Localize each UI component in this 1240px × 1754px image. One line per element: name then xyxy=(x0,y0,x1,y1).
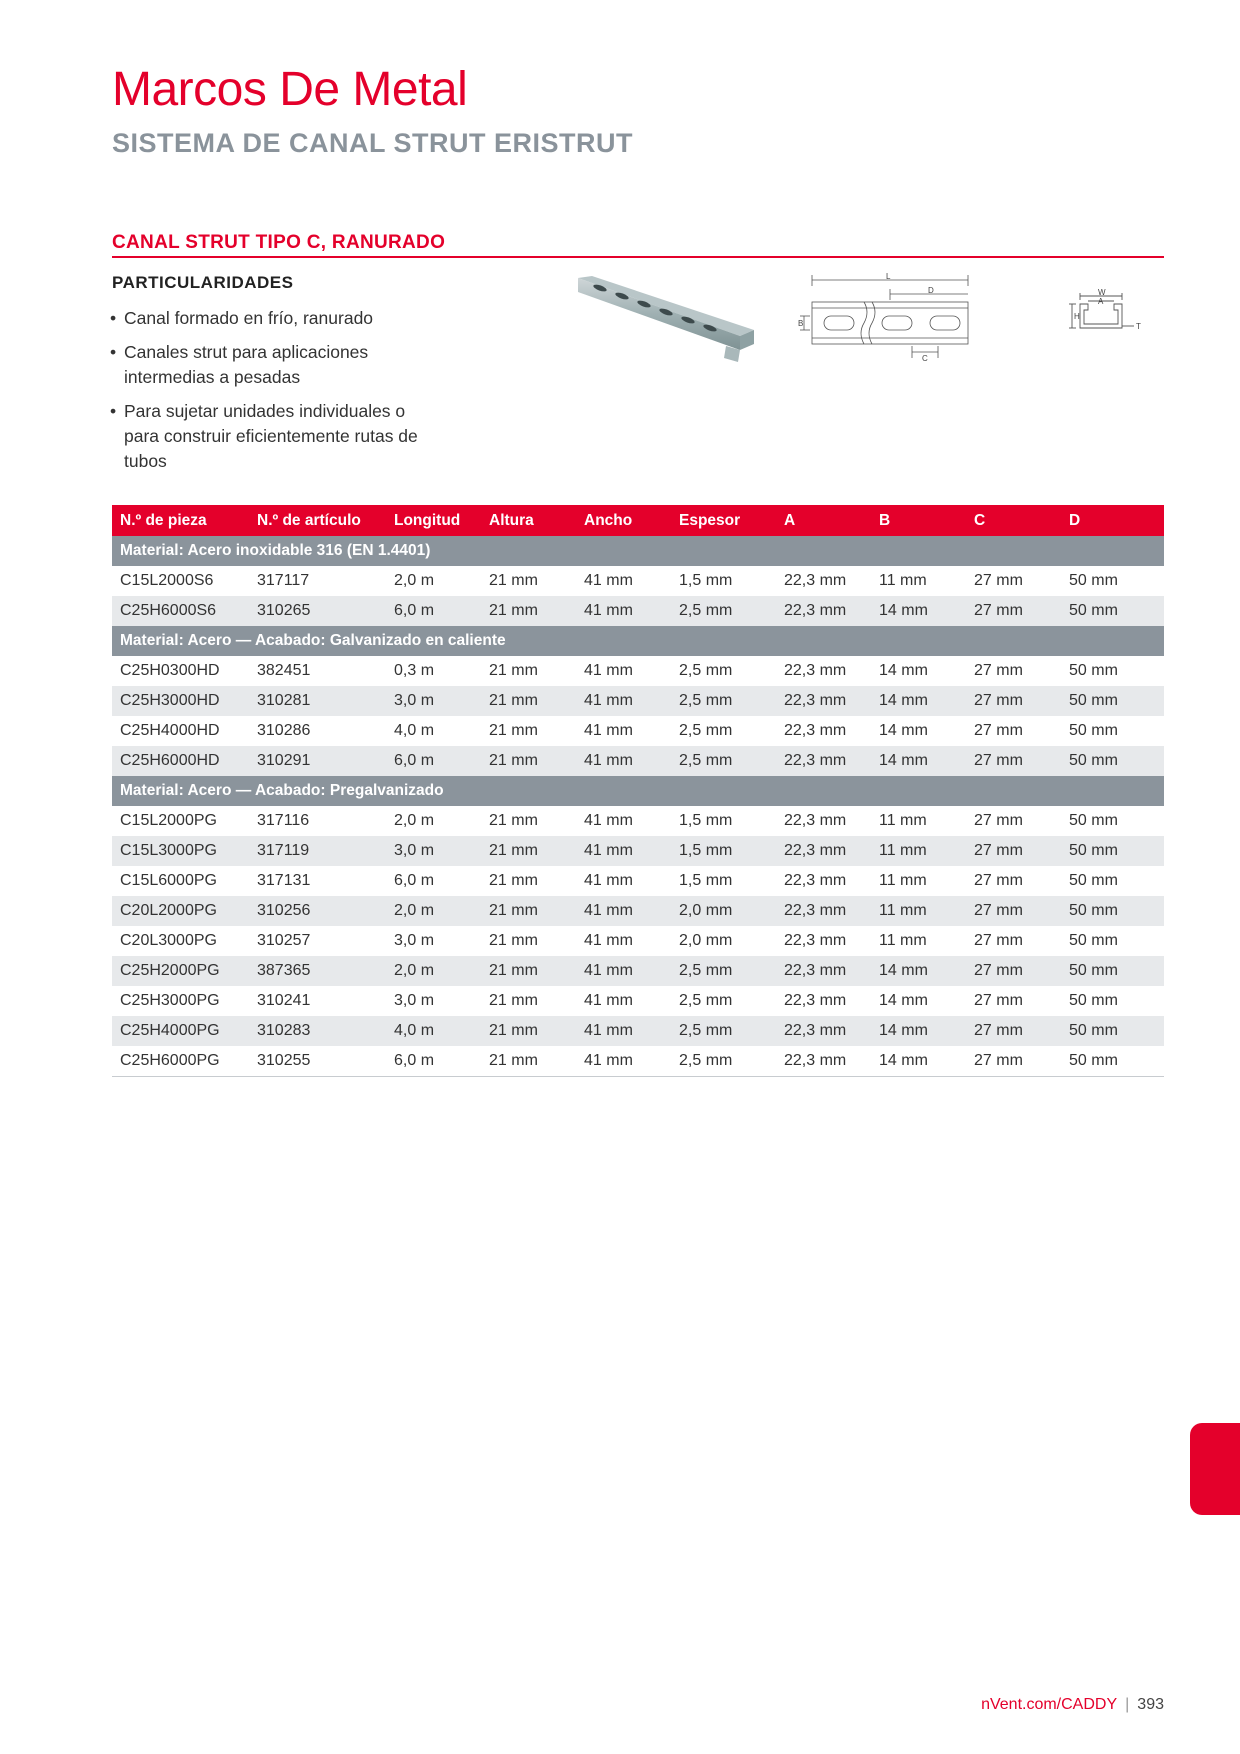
table-cell: 27 mm xyxy=(966,1046,1061,1077)
table-cell: 11 mm xyxy=(879,872,927,889)
column-header: D xyxy=(1061,505,1164,536)
table-cell: 317119 xyxy=(249,836,386,866)
table-cell: 2,5 mm xyxy=(671,1016,776,1046)
table-cell: 41 mm xyxy=(576,1046,671,1077)
table-cell: 50 mm xyxy=(1061,596,1164,626)
table-cell: 3,0 m xyxy=(394,992,435,1009)
table-cell: 14 mm xyxy=(871,1046,966,1077)
table-cell: C20L3000PG xyxy=(120,932,217,949)
table-cell: 2,5 mm xyxy=(679,662,733,679)
table-cell: 21 mm xyxy=(481,1016,576,1046)
table-cell: C25H6000HD xyxy=(112,746,249,776)
features-title: PARTICULARIDADES xyxy=(112,273,294,292)
table-cell: 6,0 m xyxy=(386,596,481,626)
table-cell: 317117 xyxy=(257,572,310,589)
material-group-row xyxy=(112,536,1164,566)
table-cell: 1,5 mm xyxy=(679,872,733,889)
table-cell: 21 mm xyxy=(489,872,538,889)
table-cell: C20L2000PG xyxy=(112,896,249,926)
table-row xyxy=(112,866,1164,896)
table-cell: C25H6000PG xyxy=(112,1046,249,1077)
table-cell: 41 mm xyxy=(576,836,671,866)
table-row xyxy=(112,686,1164,716)
section-divider xyxy=(112,256,1164,258)
table-cell: 27 mm xyxy=(966,596,1061,626)
table-cell: 14 mm xyxy=(879,992,928,1009)
table-cell: 21 mm xyxy=(489,722,538,739)
table-cell: 22,3 mm xyxy=(784,872,847,889)
table-cell: C15L2000PG xyxy=(120,812,217,829)
table-cell: 50 mm xyxy=(1061,686,1164,716)
table-cell: 310265 xyxy=(249,596,386,626)
table-cell: 2,5 mm xyxy=(671,956,776,986)
table-cell: 50 mm xyxy=(1061,1016,1164,1046)
table-cell: C25H4000PG xyxy=(112,1016,249,1046)
table-cell: 27 mm xyxy=(974,992,1023,1009)
table-row xyxy=(112,746,1164,776)
table-cell: C25H3000PG xyxy=(120,992,220,1009)
table-cell: 22,3 mm xyxy=(776,686,871,716)
table-cell: 310281 xyxy=(249,686,386,716)
table-cell: 14 mm xyxy=(879,722,928,739)
table-cell: 22,3 mm xyxy=(776,956,871,986)
table-cell: 2,5 mm xyxy=(671,1046,776,1077)
column-header: N.º de artículo xyxy=(249,505,386,536)
dimension-label-c: C xyxy=(922,354,928,363)
table-cell: 50 mm xyxy=(1061,746,1164,776)
table-cell: 14 mm xyxy=(871,686,966,716)
table-cell: 2,0 m xyxy=(394,572,435,589)
table-cell: C15L2000S6 xyxy=(120,572,214,589)
table-cell: 2,0 m xyxy=(386,956,481,986)
dimension-label-a: A xyxy=(1098,297,1104,306)
section-tab xyxy=(1190,1423,1240,1515)
table-cell: 2,0 mm xyxy=(679,932,733,949)
table-cell: 310255 xyxy=(249,1046,386,1077)
table-cell: C15L3000PG xyxy=(112,836,249,866)
table-cell: 317116 xyxy=(257,812,310,829)
table-cell: 11 mm xyxy=(879,932,927,949)
table-cell: 21 mm xyxy=(489,662,538,679)
table-cell: 21 mm xyxy=(489,812,538,829)
table-cell: 27 mm xyxy=(974,722,1023,739)
table-row xyxy=(112,596,1164,626)
table-cell: 27 mm xyxy=(966,836,1061,866)
material-group-row xyxy=(112,776,1164,806)
table-cell: C25H3000HD xyxy=(112,686,249,716)
table-cell: 41 mm xyxy=(576,596,671,626)
table-cell: C25H2000PG xyxy=(112,956,249,986)
table-cell: 50 mm xyxy=(1069,992,1118,1009)
table-cell: 27 mm xyxy=(974,812,1023,829)
table-cell: 22,3 mm xyxy=(776,836,871,866)
table-cell: 50 mm xyxy=(1069,932,1118,949)
column-header: C xyxy=(966,505,1061,536)
dimension-label-b: B xyxy=(798,319,804,328)
table-cell: 6,0 m xyxy=(394,872,435,889)
table-cell: 317131 xyxy=(257,872,311,889)
table-cell: 41 mm xyxy=(576,746,671,776)
page-title: Marcos De Metal xyxy=(112,63,468,116)
table-header-row xyxy=(112,505,1164,536)
table-cell: 310286 xyxy=(257,722,311,739)
strut-channel-photo xyxy=(578,276,754,362)
table-cell: 6,0 m xyxy=(386,746,481,776)
table-cell: 22,3 mm xyxy=(784,662,847,679)
dimension-label-t: T xyxy=(1136,322,1141,331)
table-cell: 3,0 m xyxy=(386,836,481,866)
table-row xyxy=(112,986,1164,1016)
table-cell: 22,3 mm xyxy=(776,1046,871,1077)
table-cell: 41 mm xyxy=(584,932,633,949)
table-row xyxy=(112,566,1164,596)
table-body xyxy=(112,536,1164,1077)
table-cell: 1,5 mm xyxy=(679,572,733,589)
table-cell: 50 mm xyxy=(1069,872,1118,889)
table-row xyxy=(112,956,1164,986)
table-cell: 11 mm xyxy=(879,812,927,829)
table-row xyxy=(112,896,1164,926)
features-list xyxy=(110,306,440,483)
table-cell: 22,3 mm xyxy=(784,992,847,1009)
table-cell: 50 mm xyxy=(1069,662,1118,679)
dimension-label-h: H xyxy=(1074,312,1080,321)
table-cell: 1,5 mm xyxy=(679,812,733,829)
table-cell: 14 mm xyxy=(871,746,966,776)
table-cell: 27 mm xyxy=(966,896,1061,926)
table-cell: 41 mm xyxy=(584,872,633,889)
dimension-label-d: D xyxy=(928,286,934,295)
table-cell: 382451 xyxy=(257,662,311,679)
footer-separator: | xyxy=(1125,1696,1130,1713)
table-cell: 11 mm xyxy=(871,836,966,866)
table-row xyxy=(112,1046,1164,1077)
table-cell: 27 mm xyxy=(966,686,1061,716)
table-cell: C25H0300HD xyxy=(120,662,220,679)
table-cell: 41 mm xyxy=(584,722,633,739)
dimension-drawing xyxy=(800,272,980,364)
table-cell: 21 mm xyxy=(481,896,576,926)
page-subtitle: SISTEMA DE CANAL STRUT ERISTRUT xyxy=(112,128,634,158)
table-cell: 3,0 m xyxy=(386,686,481,716)
column-header: A xyxy=(776,505,871,536)
table-cell: 27 mm xyxy=(974,932,1023,949)
table-row xyxy=(112,806,1164,836)
table-cell: 22,3 mm xyxy=(784,572,847,589)
table-cell: 14 mm xyxy=(871,596,966,626)
table-cell: 21 mm xyxy=(489,992,538,1009)
material-group-row xyxy=(112,626,1164,656)
table-cell: C25H4000HD xyxy=(120,722,220,739)
table-cell: 2,5 mm xyxy=(679,722,733,739)
table-cell: 14 mm xyxy=(879,662,928,679)
table-row xyxy=(112,836,1164,866)
table-cell: 21 mm xyxy=(481,746,576,776)
column-header: Ancho xyxy=(576,505,671,536)
table-cell: 27 mm xyxy=(974,572,1023,589)
table-cell: 22,3 mm xyxy=(776,746,871,776)
table-cell: 21 mm xyxy=(489,932,538,949)
material-group-label: Material: Acero — Acabado: Galvanizado en caliente xyxy=(112,626,1164,656)
table-cell: 50 mm xyxy=(1069,722,1118,739)
material-group-label: Material: Acero — Acabado: Pregalvanizado xyxy=(112,776,1164,806)
table-cell: 41 mm xyxy=(576,956,671,986)
column-header: Espesor xyxy=(671,505,776,536)
table-cell: 41 mm xyxy=(576,1016,671,1046)
table-cell: 4,0 m xyxy=(386,1016,481,1046)
column-header: B xyxy=(871,505,966,536)
table-cell: 50 mm xyxy=(1061,1046,1164,1077)
table-cell: 27 mm xyxy=(966,956,1061,986)
feature-item: • Canales strut para aplicaciones intermedias a pesadas xyxy=(110,340,440,390)
table-cell: 41 mm xyxy=(576,686,671,716)
dimension-label-w: W xyxy=(1098,288,1106,297)
table-cell: 50 mm xyxy=(1061,956,1164,986)
table-cell: 41 mm xyxy=(584,662,633,679)
table-cell: 50 mm xyxy=(1061,896,1164,926)
table-row xyxy=(112,926,1164,956)
table-cell: 27 mm xyxy=(974,662,1023,679)
table-cell: 50 mm xyxy=(1061,836,1164,866)
table-cell: 27 mm xyxy=(974,872,1023,889)
feature-item: • Para sujetar unidades individuales o para construir eficientemente rutas de tubos xyxy=(110,399,440,474)
table-cell: 41 mm xyxy=(584,572,633,589)
table-cell: 21 mm xyxy=(481,836,576,866)
table-cell: 21 mm xyxy=(481,686,576,716)
table-cell: 41 mm xyxy=(576,896,671,926)
table-cell: 2,0 mm xyxy=(671,896,776,926)
table-cell: 2,5 mm xyxy=(671,746,776,776)
table-cell: 27 mm xyxy=(966,1016,1061,1046)
material-group-label: Material: Acero inoxidable 316 (EN 1.4401) xyxy=(112,536,1164,566)
table-cell: C25H6000S6 xyxy=(112,596,249,626)
table-cell: 50 mm xyxy=(1069,812,1118,829)
table-cell: 41 mm xyxy=(584,812,633,829)
table-row xyxy=(112,716,1164,746)
cross-section-drawing xyxy=(1068,288,1144,338)
table-cell: 14 mm xyxy=(871,956,966,986)
table-cell: 2,0 m xyxy=(394,812,435,829)
table-cell: 14 mm xyxy=(871,1016,966,1046)
page-number: 393 xyxy=(1137,1696,1164,1713)
table-cell: 22,3 mm xyxy=(784,812,847,829)
spec-table xyxy=(112,505,1164,1077)
table-row xyxy=(112,1016,1164,1046)
table-cell: 2,5 mm xyxy=(679,992,733,1009)
table-cell: 22,3 mm xyxy=(776,596,871,626)
section-title: CANAL STRUT TIPO C, RANURADO xyxy=(112,232,446,253)
table-cell: 50 mm xyxy=(1069,572,1118,589)
table-cell: 3,0 m xyxy=(394,932,435,949)
table-cell: 6,0 m xyxy=(386,1046,481,1077)
table-cell: 21 mm xyxy=(481,956,576,986)
page-footer xyxy=(981,1696,1164,1714)
table-cell: 41 mm xyxy=(584,992,633,1009)
table-cell: 310257 xyxy=(257,932,311,949)
table-cell: 2,5 mm xyxy=(671,596,776,626)
table-cell: 387365 xyxy=(249,956,386,986)
column-header: N.º de pieza xyxy=(112,505,249,536)
table-cell: 21 mm xyxy=(481,1046,576,1077)
table-cell: 310256 xyxy=(249,896,386,926)
table-cell: 22,3 mm xyxy=(776,1016,871,1046)
table-cell: 21 mm xyxy=(489,572,538,589)
table-cell: 27 mm xyxy=(966,746,1061,776)
feature-item: • Canal formado en frío, ranurado xyxy=(110,306,440,331)
dimension-label-l: L xyxy=(886,272,891,281)
table-cell: 310283 xyxy=(249,1016,386,1046)
table-cell: 22,3 mm xyxy=(784,722,847,739)
table-cell: 4,0 m xyxy=(394,722,435,739)
footer-website: nVent.com/CADDY xyxy=(981,1696,1118,1713)
table-cell: 11 mm xyxy=(879,572,927,589)
table-cell: 0,3 m xyxy=(394,662,435,679)
table-cell: 2,5 mm xyxy=(671,686,776,716)
table-row xyxy=(112,656,1164,686)
table-cell: 1,5 mm xyxy=(671,836,776,866)
table-cell: 21 mm xyxy=(481,596,576,626)
column-header: Longitud xyxy=(386,505,481,536)
table-cell: 11 mm xyxy=(871,896,966,926)
table-cell: 2,0 m xyxy=(386,896,481,926)
table-cell: 22,3 mm xyxy=(776,896,871,926)
table-cell: C15L6000PG xyxy=(120,872,217,889)
column-header: Altura xyxy=(481,505,576,536)
table-cell: 310241 xyxy=(257,992,311,1009)
table-cell: 22,3 mm xyxy=(784,932,847,949)
table-cell: 310291 xyxy=(249,746,386,776)
